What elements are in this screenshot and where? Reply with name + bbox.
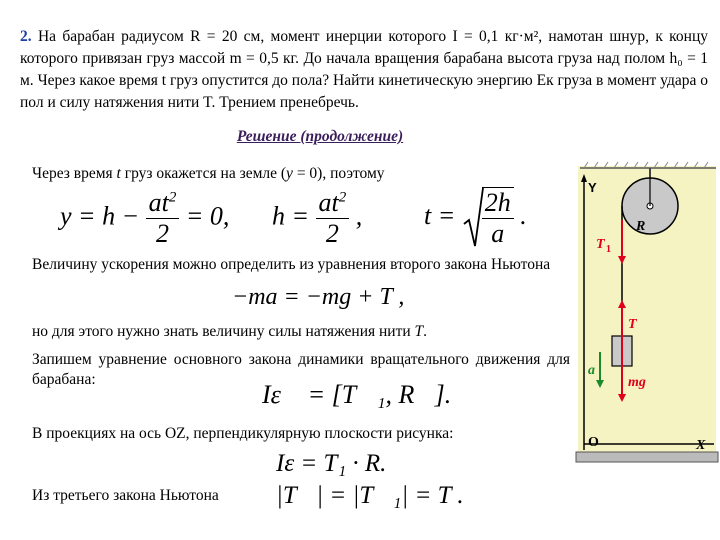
var-T: T [414,323,424,340]
line-2: Величину ускорения можно определить из уравнения второго закона Ньютона [32,256,551,273]
formula-text: y = h − [60,201,140,231]
problem-number: 2. [20,28,32,45]
formula-text: t = [424,200,456,230]
tension-load-label: T [628,317,637,332]
weight-label: mg [628,375,646,390]
square-root [462,186,514,250]
origin-label: O [588,435,599,450]
formula-newton-third: |T⃗| = |T⃗₁| = T . [276,482,464,509]
floor-hatch [576,452,718,462]
fraction-numerator: at [148,188,169,217]
line-1 [32,164,385,184]
y-axis-label: Y [588,180,597,195]
formula-h-equation [272,188,362,249]
line-4: Запишем уравнение основного закона динамики вращательного движения для барабана: [32,351,570,388]
solution-title: Решение (продолжение) [236,128,404,145]
line-5: В проекциях на ось OZ, перпендикулярную плоскости рисунка: [32,425,454,442]
fraction [316,188,350,249]
formula-rotation-dynamics: Iε⃗ = [T⃗₁, R⃗]. [262,380,452,409]
drum-diagram [566,160,720,466]
tension-drum-label: T [596,237,605,252]
line-3-part: . [423,323,428,340]
fraction-numerator: 2h [482,188,514,219]
acceleration-label: a [588,363,595,378]
formula-y-equation [60,188,229,249]
line-3-part: но для этого нужно знать величину силы натяжения нити [32,323,415,340]
var-t: t [116,165,121,182]
formula-t-equation [424,186,527,250]
fraction-denominator: a [491,219,505,248]
exponent: 2 [338,189,347,206]
fraction [482,187,514,249]
var-y: y [286,165,293,182]
fraction-denominator: 2 [156,219,169,248]
line-1-part: Через время [32,165,117,182]
formula-text: . [520,200,527,230]
formula-text: = 0, [185,201,230,231]
formula-text: , [355,201,363,231]
radical-sign-icon [462,186,484,250]
formula-projection: Iε = T₁ · R. [276,450,387,477]
line-1-part: = 0), поэтому [292,165,385,182]
fraction [146,188,180,249]
fraction-denominator: 2 [325,219,339,248]
formula-newton-second: −ma = −mg + T , [232,284,405,310]
x-axis-label: X [696,438,706,453]
exponent: 2 [168,189,177,206]
fraction-numerator: at [318,188,339,217]
problem-text: На барабан радиусом R = 20 см, момент инерции которого I = 0,1 кг·м², намотан шнур, к концу которого привязан груз массой m = 0,5 кг. До начала вращения барабана высота груза над полом h₀ = 1 м. Через какое время t груз опустится до пола? Найти кинетическую энергию Eк груза в момент удара о пол и силу натяжения нити T. Трением пренебречь. [20,28,708,111]
radius-label: R [636,219,646,234]
formula-text: h = [272,201,310,231]
problem-statement [20,26,708,114]
line-1-part: груз окажется на земле ( [120,165,287,182]
tension-drum-subscript: 1 [606,244,611,255]
line-6: Из третьего закона Ньютона [32,487,219,504]
line-3 [32,322,427,342]
